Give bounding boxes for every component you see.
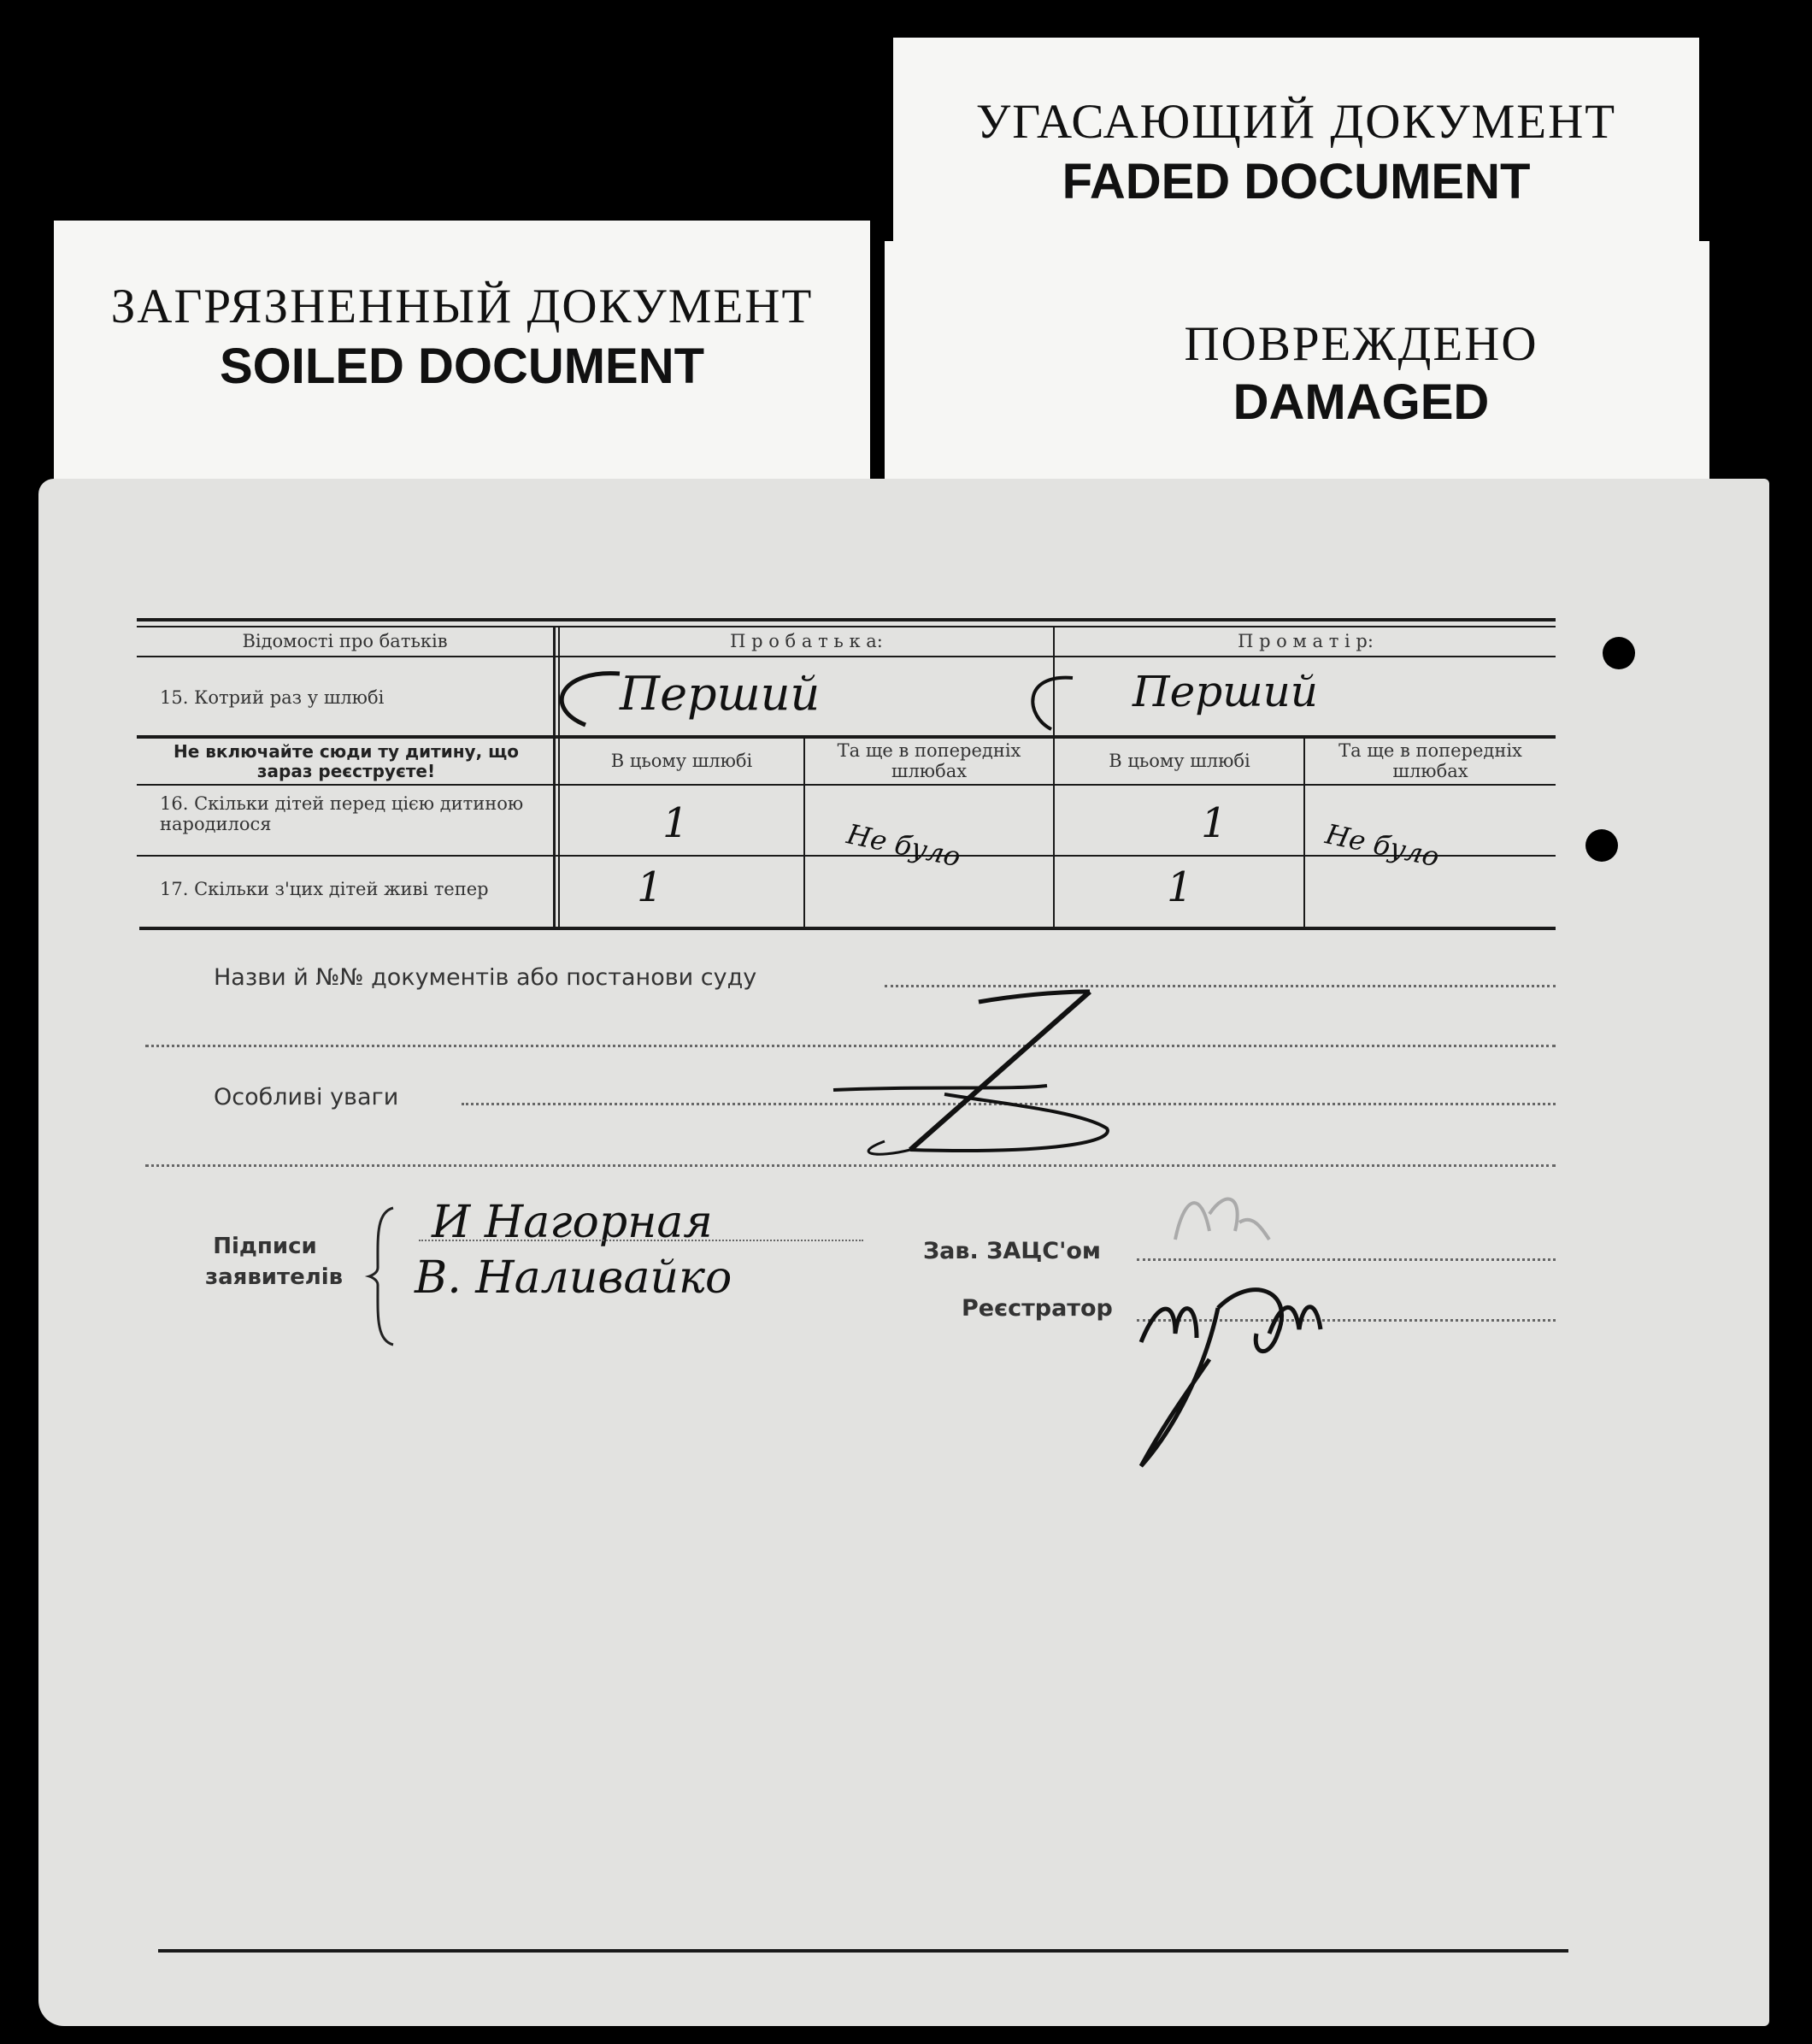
faded-label-ru: УГАСАЮЩИЙ ДОКУМЕНТ <box>975 95 1617 149</box>
header-parents-info: Відомості про батьків <box>242 631 448 651</box>
mother-this-marriage-header: В цьому шлюбі <box>1109 751 1250 771</box>
punch-hole <box>1586 829 1618 862</box>
soiled-label-ru: ЗАГРЯЗНЕННЫЙ ДОКУМЕНТ <box>110 280 814 333</box>
row15-label: 15. Котрий раз у шлюбі <box>160 687 385 708</box>
punch-hole <box>1603 637 1635 669</box>
row16-father-this: 1 <box>662 799 689 847</box>
header-father: П р о б а т ь к а: <box>730 631 883 651</box>
row17-mother-this: 1 <box>1167 863 1193 911</box>
row16-mother-prev: Не було <box>1322 817 1443 874</box>
row16-label: 16. Скільки дітей перед цією дитиною народилося <box>160 793 524 835</box>
father-this-marriage-header: В цьому шлюбі <box>610 751 753 771</box>
row16-father-prev: Не було <box>844 817 964 874</box>
signature-2: В. Наливайко <box>415 1252 732 1304</box>
head-zags-label: Зав. ЗАЦС'ом <box>923 1238 1101 1264</box>
soiled-document-label <box>54 221 870 481</box>
remarks-label: Особливі уваги <box>214 1084 399 1110</box>
document-sheet <box>38 479 1769 2026</box>
row17-father-this: 1 <box>637 863 663 911</box>
father-prev-marriage-header: Та ще в попередніх шлюбах <box>837 740 1021 782</box>
documents-label: Назви й №№ документів або постанови суду <box>214 964 757 991</box>
signatures-label: Підписи заявителів <box>205 1234 344 1291</box>
row15-bracket-marks <box>526 657 1124 742</box>
z-strike-mark <box>799 983 1184 1171</box>
table-rule <box>137 784 1556 786</box>
warning-text: Не включайте сюди ту дитину, що зараз реєструєте! <box>173 741 519 781</box>
registrar-signature-mark <box>1124 1265 1346 1479</box>
row16-mother-this: 1 <box>1201 799 1227 847</box>
head-zags-line <box>1137 1258 1556 1261</box>
damaged-document-label <box>885 241 1709 489</box>
table-rule <box>137 855 1556 857</box>
row17-label: 17. Скільки з'цих дітей живі тепер <box>160 879 489 899</box>
faded-label-en: FADED DOCUMENT <box>1062 154 1531 209</box>
signature-1-line <box>419 1240 863 1241</box>
header-mother: П р о м а т і р: <box>1238 631 1374 651</box>
row15-mother-value: Перший <box>1132 667 1318 716</box>
faded-document-label <box>893 38 1699 251</box>
signatures-brace <box>368 1204 402 1349</box>
row15-father-value: Перший <box>620 667 821 721</box>
table-rule <box>137 626 1556 627</box>
soiled-label-en: SOILED DOCUMENT <box>219 339 705 394</box>
head-signature-mark <box>1158 1180 1278 1257</box>
registrar-label: Реєстратор <box>962 1295 1113 1322</box>
table-bottom-rule <box>139 927 1556 930</box>
table-top-rule <box>137 618 1556 621</box>
mother-prev-marriage-header: Та ще в попередніх шлюбах <box>1338 740 1522 782</box>
damaged-label-en: DAMAGED <box>1233 374 1490 430</box>
signature-1: И Нагорная <box>432 1197 713 1248</box>
damaged-label-ru: ПОВРЕЖДЕНО <box>1184 317 1538 371</box>
sheet-bottom-rule <box>158 1949 1568 1953</box>
